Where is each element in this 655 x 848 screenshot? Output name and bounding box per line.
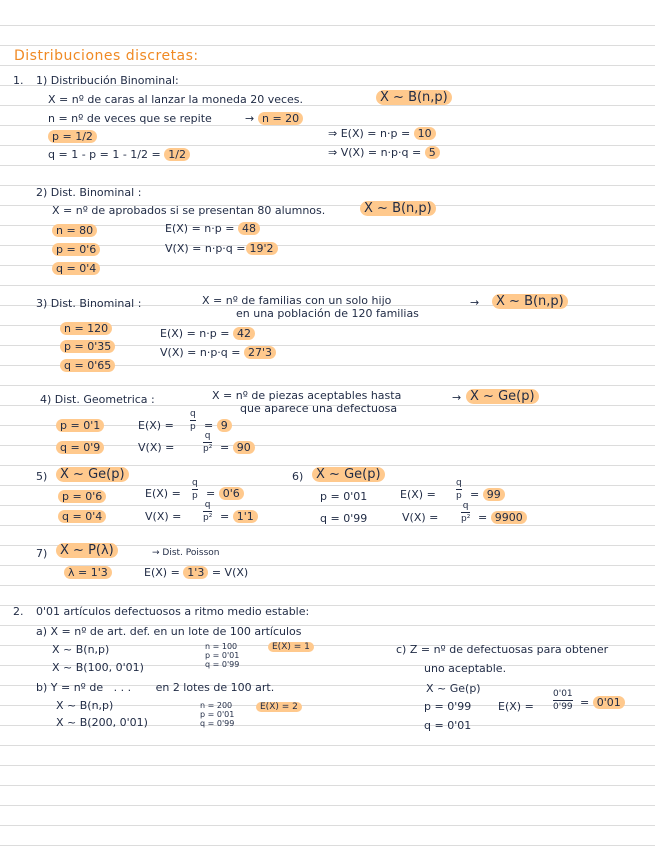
p3-p-value: p = 0'35: [60, 340, 115, 353]
p4-x-definition-line2: que aparece una defectuosa: [240, 402, 398, 415]
p1-n-value: n = 20: [258, 112, 303, 125]
p2-q-value: q = 0'4: [52, 262, 100, 275]
p5-model: X ~ Ge(p): [56, 467, 129, 482]
q2a-n: n = 100: [205, 642, 238, 651]
p6-model: X ~ Ge(p): [312, 467, 385, 482]
p2-model: X ~ B(n,p): [360, 201, 436, 216]
p1-p-value: p = 1/2: [48, 130, 97, 143]
q2c-expectation-fraction: 0'01 0'99: [553, 689, 573, 712]
p4-variance-label: V(X) =: [138, 441, 175, 454]
p2-p-value: p = 0'6: [52, 243, 100, 256]
q2b-model: X ~ B(n,p): [56, 699, 114, 712]
q2c-expectation-label: E(X) =: [498, 700, 534, 713]
q2a-q: q = 0'99: [205, 660, 240, 669]
p3-x-definition-line1: X = nº de familias con un solo hijo: [202, 294, 392, 307]
q2c-expectation-value: = 0'01: [580, 696, 625, 709]
p3-arrow: →: [470, 296, 480, 309]
p4-expectation-value: = 9: [204, 419, 232, 432]
q2-intro: 0'01 artículos defectuosos a ritmo medio estable:: [36, 605, 310, 618]
q2c-model: X ~ Ge(p): [426, 682, 481, 695]
p2-expectation: E(X) = n·p = 48: [165, 222, 260, 235]
p5-expectation-value: = 0'6: [206, 487, 244, 500]
p6-q-value: q = 0'99: [320, 512, 368, 525]
q2c-q: q = 0'01: [424, 719, 472, 732]
p4-variance-fraction: q p²: [203, 431, 213, 454]
q2c-heading-line2: uno aceptable.: [424, 662, 507, 675]
q2-number: 2.: [13, 605, 24, 618]
p6-heading: 6): [292, 470, 304, 483]
p3-n-value: n = 120: [60, 322, 112, 335]
p1-model: X ~ B(n,p): [376, 90, 452, 105]
p7-lambda: λ = 1'3: [64, 566, 112, 579]
q2c-p: p = 0'99: [424, 700, 472, 713]
p3-x-definition-line2: en una población de 120 familias: [236, 307, 419, 320]
p4-p-value: p = 0'1: [56, 419, 104, 432]
q2b-q: q = 0'99: [200, 719, 235, 728]
p6-variance-fraction: q p²: [461, 501, 471, 524]
p6-variance-value: = 9900: [478, 511, 527, 524]
p4-arrow: →: [452, 391, 462, 404]
p5-variance-value: = 1'1: [220, 510, 258, 523]
q2a-model: X ~ B(n,p): [52, 643, 110, 656]
p7-note: → Dist. Poisson: [152, 548, 220, 558]
q2b-n: n = 200: [200, 701, 233, 710]
p4-variance-value: = 90: [220, 441, 255, 454]
q2a-expectation: E(X) = 1: [268, 642, 314, 652]
p3-q-value: q = 0'65: [60, 359, 115, 372]
p6-expectation-fraction: q p: [456, 478, 462, 501]
p2-x-definition: X = nº de aprobados si se presentan 80 alumnos.: [52, 204, 326, 217]
p7-heading: 7): [36, 547, 48, 560]
p6-variance-label: V(X) =: [402, 511, 439, 524]
p4-expectation-label: E(X) =: [138, 419, 174, 432]
p5-variance-fraction: q p²: [203, 500, 213, 523]
p1-heading: 1) Distribución Binominal:: [36, 74, 179, 87]
p1-q-value: q = 1 - p = 1 - 1/2 = 1/2: [48, 148, 190, 161]
p5-expectation-fraction: q p: [192, 478, 198, 501]
p4-model: X ~ Ge(p): [466, 389, 539, 404]
p5-q-value: q = 0'4: [58, 510, 106, 523]
p1-x-definition: X = nº de caras al lanzar la moneda 20 veces.: [48, 93, 304, 106]
p6-p-value: p = 0'01: [320, 490, 368, 503]
q2c-heading-line1: c) Z = nº de defectuosas para obtener: [396, 643, 609, 656]
p7-model: X ~ P(λ): [56, 543, 118, 558]
p4-expectation-fraction: q p: [190, 409, 196, 432]
p5-variance-label: V(X) =: [145, 510, 182, 523]
p2-n-value: n = 80: [52, 224, 97, 237]
q2b-heading: b) Y = nº de . . . en 2 lotes de 100 art.: [36, 681, 275, 694]
p4-heading: 4) Dist. Geometrica :: [40, 393, 155, 406]
q2b-model-params: X ~ B(200, 0'01): [56, 716, 148, 729]
p3-expectation: E(X) = n·p = 42: [160, 327, 255, 340]
p1-arrow: →: [245, 112, 255, 125]
q2a-heading: a) X = nº de art. def. en un lote de 100 artículos: [36, 625, 302, 638]
p5-expectation-label: E(X) =: [145, 487, 181, 500]
q2b-p: p = 0'01: [200, 710, 235, 719]
p1-expectation: ⇒ E(X) = n·p = 10: [328, 127, 436, 140]
p4-q-value: q = 0'9: [56, 441, 104, 454]
page-title: Distribuciones discretas:: [14, 48, 199, 64]
p1-n-definition: n = nº de veces que se repite: [48, 112, 212, 125]
q1-number: 1.: [13, 74, 24, 87]
p4-x-definition-line1: X = nº de piezas aceptables hasta: [212, 389, 402, 402]
q2a-model-params: X ~ B(100, 0'01): [52, 661, 144, 674]
p7-expectation: E(X) = 1'3 = V(X): [144, 566, 249, 579]
p2-heading: 2) Dist. Binominal :: [36, 186, 142, 199]
p3-variance: V(X) = n·p·q = 27'3: [160, 346, 276, 359]
p3-model: X ~ B(n,p): [492, 294, 568, 309]
p1-variance: ⇒ V(X) = n·p·q = 5: [328, 146, 440, 159]
p5-heading: 5): [36, 470, 48, 483]
p2-variance: V(X) = n·p·q = 19'2: [165, 242, 278, 255]
p5-p-value: p = 0'6: [58, 490, 106, 503]
p3-heading: 3) Dist. Binominal :: [36, 297, 142, 310]
p6-expectation-label: E(X) =: [400, 488, 436, 501]
q2b-expectation: E(X) = 2: [256, 702, 302, 712]
p6-expectation-value: = 99: [470, 488, 505, 501]
q2a-p: p = 0'01: [205, 651, 240, 660]
